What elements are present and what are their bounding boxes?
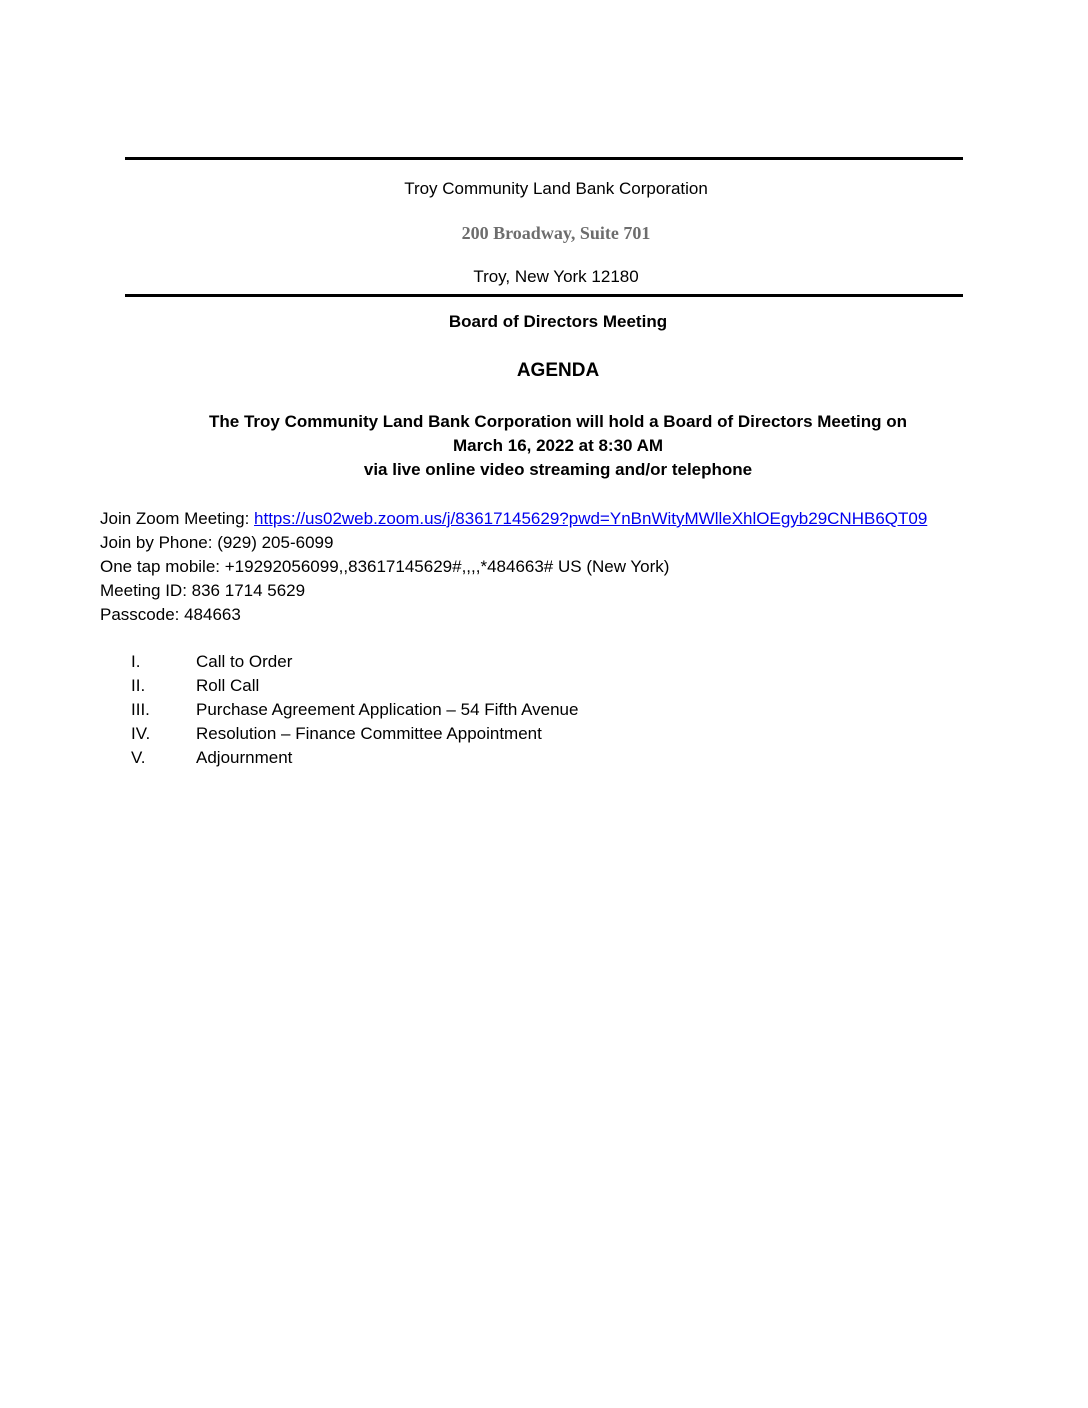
notice-line: via live online video streaming and/or telephone [363, 460, 753, 479]
agenda-title: AGENDA [516, 360, 600, 381]
agenda-item [131, 698, 578, 722]
agenda-item-number: II. [131, 676, 146, 695]
zoom-line [100, 507, 927, 531]
notice-line: March 16, 2022 at 8:30 AM [452, 436, 664, 455]
agenda-item-label: Adjournment [196, 748, 293, 767]
agenda-item-label: Purchase Agreement Application – 54 Fifth Avenue [196, 700, 579, 719]
agenda-item [131, 722, 578, 746]
passcode-line: Passcode: 484663 [100, 605, 241, 624]
organization-city: Troy, New York 12180 [473, 267, 639, 286]
agenda-item [131, 674, 578, 698]
zoom-label: Join Zoom Meeting: [100, 509, 255, 528]
meeting-notice [14, 410, 1088, 482]
agenda-item-label: Resolution – Finance Committee Appointment [196, 724, 542, 743]
connection-details [100, 507, 927, 627]
agenda-list [131, 650, 578, 770]
agenda-item-number: IV. [131, 724, 151, 743]
meeting-id-line: Meeting ID: 836 1714 5629 [100, 581, 306, 600]
agenda-item-label: Roll Call [196, 676, 260, 695]
notice-line: The Troy Community Land Bank Corporation will hold a Board of Directors Meeting on [209, 412, 907, 431]
agenda-item [131, 746, 578, 770]
organization-address: 200 Broadway, Suite 701 [461, 223, 651, 243]
agenda-item-number: III. [131, 700, 150, 719]
organization-name: Troy Community Land Bank Corporation [404, 179, 708, 198]
agenda-item-label: Call to Order [196, 652, 293, 671]
header-top-rule [125, 157, 963, 160]
zoom-meeting-link[interactable]: https://us02web.zoom.us/j/83617145629?pwd=YnBnWityMWlleXhlOEgyb29CNHB6QT09 [254, 509, 928, 528]
agenda-item-number: V. [131, 748, 146, 767]
meeting-type-heading: Board of Directors Meeting [448, 312, 668, 331]
header-bottom-rule [125, 294, 963, 297]
agenda-item [131, 650, 578, 674]
mobile-line: One tap mobile: +19292056099,,83617145629#,,,,*484663# US (New York) [100, 557, 670, 576]
agenda-item-number: I. [131, 652, 141, 671]
phone-line: Join by Phone: (929) 205-6099 [100, 533, 334, 552]
